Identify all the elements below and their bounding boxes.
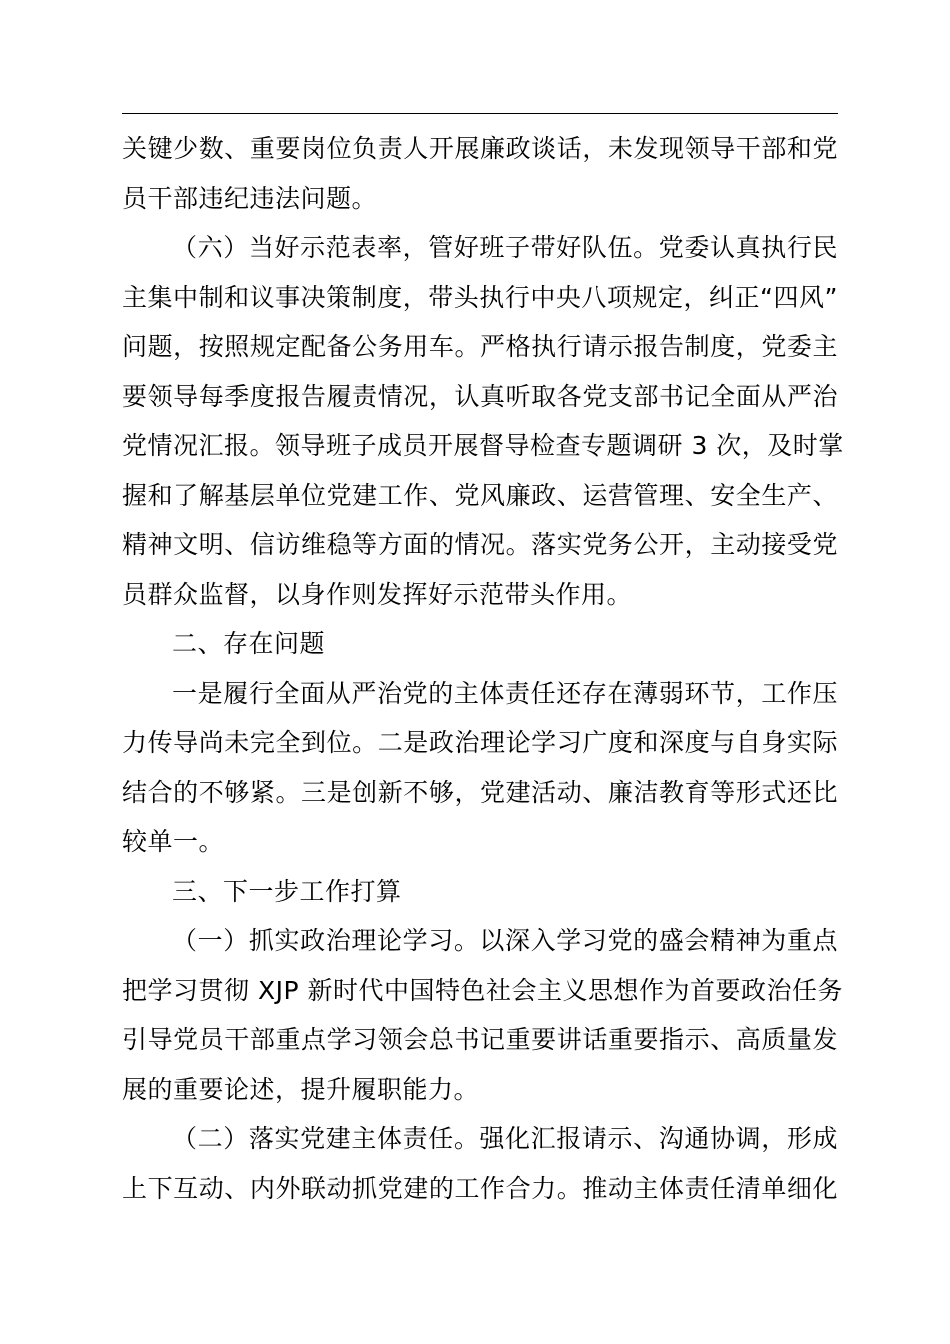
header-rule	[122, 113, 838, 114]
text-line: 主集中制和议事决策制度，带头执行中央八项规定，纠正“四风”	[122, 282, 838, 312]
document-body	[122, 124, 844, 1213]
paragraph-section-one	[122, 916, 843, 1114]
section-heading: 三、下一步工作打算	[172, 876, 402, 906]
text-line: 展的重要论述，提升履职能力。	[122, 1074, 480, 1104]
paragraph-continuation	[122, 124, 838, 223]
text-line: 党情况汇报。领导班子成员开展督导检查专题调研 3 次，及时掌	[122, 431, 844, 460]
text-line: 握和了解基层单位党建工作、党风廉政、运营管理、安全生产、	[122, 480, 838, 510]
paragraph-problems	[122, 669, 838, 867]
text-line: 把学习贯彻 XJP 新时代中国特色社会主义思想作为首要政治任务	[122, 975, 843, 1005]
text-line: （六）当好示范表率，管好班子带好队伍。党委认真执行民	[172, 233, 838, 262]
text-line: 员群众监督，以身作则发挥好示范带头作用。	[122, 579, 633, 609]
text-line: 要领导每季度报告履责情况，认真听取各党支部书记全面从严治	[122, 381, 838, 411]
heading-next-steps	[122, 867, 838, 917]
text-line: 问题，按照规定配备公务用车。严格执行请示报告制度，党委主	[122, 332, 838, 361]
heading-existing-problems	[122, 619, 838, 669]
text-line: 精神文明、信访维稳等方面的情况。落实党务公开，主动接受党	[122, 530, 838, 559]
paragraph-section-two	[122, 1114, 838, 1213]
text-line: 关键少数、重要岗位负责人开展廉政谈话，未发现领导干部和党	[122, 134, 838, 163]
text-line: 结合的不够紧。三是创新不够，党建活动、廉洁教育等形式还比	[122, 777, 838, 807]
text-line: 一是履行全面从严治党的主体责任还存在薄弱环节，工作压	[172, 678, 838, 708]
text-line: 上下互动、内外联动抓党建的工作合力。推动主体责任清单细化	[122, 1173, 838, 1203]
text-line: 较单一。	[122, 827, 225, 856]
text-line: 力传导尚未完全到位。二是政治理论学习广度和深度与自身实际	[122, 728, 838, 757]
section-heading: 二、存在问题	[172, 629, 326, 658]
text-line: 员干部违纪违法问题。	[122, 183, 378, 213]
text-line: 引导党员干部重点学习领会总书记重要讲话重要指示、高质量发	[122, 1025, 838, 1054]
text-line: （二）落实党建主体责任。强化汇报请示、沟通协调，形成	[172, 1124, 838, 1153]
text-line: （一）抓实政治理论学习。以深入学习党的盛会精神为重点	[172, 926, 838, 955]
paragraph-section-six	[122, 223, 844, 619]
